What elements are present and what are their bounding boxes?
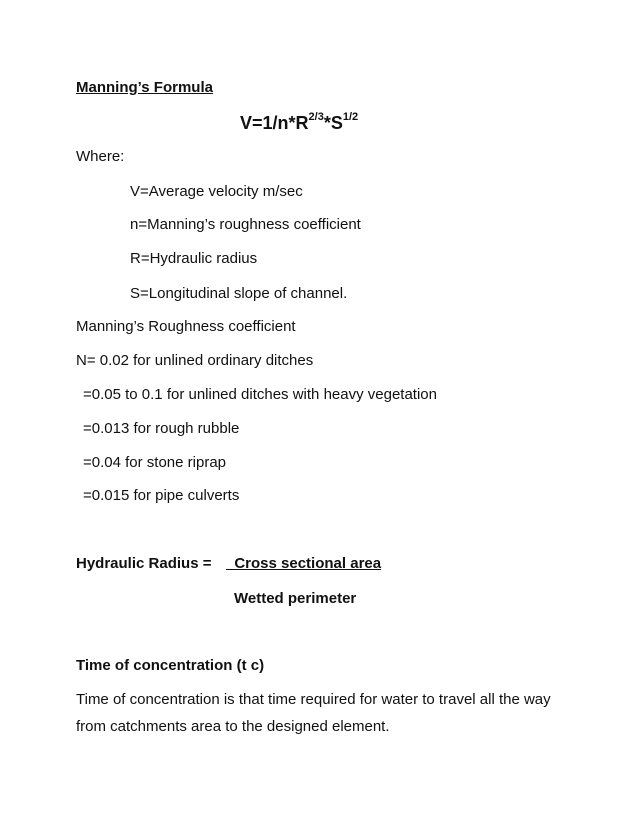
roughness-value-ordinary-ditches: N= 0.02 for unlined ordinary ditches [76,352,314,369]
definition-hydraulic-radius: R=Hydraulic radius [130,250,258,267]
roughness-value-pipe-culverts: =0.015 for pipe culverts [83,487,240,504]
formula-part-slope: *S [323,113,343,133]
hydraulic-radius-label: Hydraulic Radius = [76,555,212,572]
roughness-value-stone-riprap: =0.04 for stone riprap [83,454,227,471]
roughness-value-heavy-vegetation: =0.05 to 0.1 for unlined ditches with heavy vegetation [83,386,437,403]
formula-part-velocity-radius: V=1/n*R [240,113,309,133]
numerator-cross-sectional-area: Cross sectional area [234,555,382,572]
mannings-formula [240,113,358,134]
roughness-coefficient-title: Manning’s Roughness coefficient [76,318,296,335]
hydraulic-radius-denominator: Wetted perimeter [234,590,357,607]
definition-roughness: n=Manning’s roughness coefficient [130,216,361,233]
where-label: Where: [76,148,125,165]
hydraulic-radius-numerator [226,555,381,573]
time-of-concentration-paragraph: Time of concentration is that time required for water to travel all the way from catchments area to the designed element. [76,691,551,735]
definition-velocity: V=Average velocity m/sec [130,183,303,200]
roughness-value-rough-rubble: =0.013 for rough rubble [83,420,240,437]
section-heading-mannings-formula: Manning’s Formula [76,79,213,96]
formula-exponent-radius: 2/3 [308,111,324,123]
numerator-lead-underscore: _ [226,555,235,572]
formula-exponent-slope: 1/2 [342,111,359,123]
section-heading-time-of-concentration: Time of concentration (t c) [76,657,265,674]
definition-slope: S=Longitudinal slope of channel. [130,285,348,302]
